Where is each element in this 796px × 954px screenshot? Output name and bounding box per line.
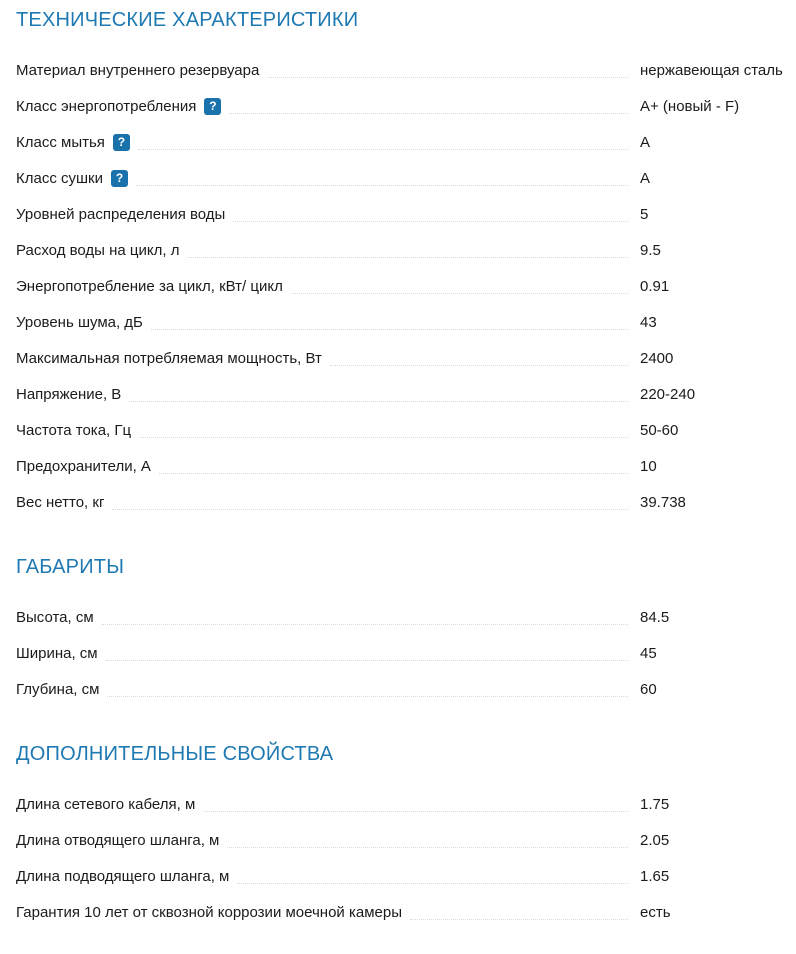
dotted-leader (107, 696, 628, 697)
dotted-leader (106, 660, 628, 661)
spec-value: 84.5 (640, 608, 670, 626)
help-icon[interactable]: ? (113, 134, 130, 151)
dotted-leader (233, 221, 628, 222)
spec-value: А (640, 169, 651, 187)
spec-label: Расход воды на цикл, л (16, 241, 180, 259)
spec-label: Гарантия 10 лет от сквозной коррозии моечной камеры (16, 903, 402, 921)
dotted-leader (187, 257, 628, 258)
spec-value: 9.5 (640, 241, 661, 259)
dotted-leader (136, 185, 628, 186)
spec-label: Класс мытья (16, 133, 105, 151)
dotted-leader (291, 293, 628, 294)
spec-value: 1.65 (640, 867, 670, 885)
spec-row (16, 376, 780, 412)
spec-row (16, 894, 780, 930)
section-title: ГАБАРИТЫ (16, 556, 125, 578)
section-title: ТЕХНИЧЕСКИЕ ХАРАКТЕРИСТИКИ (16, 9, 359, 31)
section-title: ДОПОЛНИТЕЛЬНЫЕ СВОЙСТВА (16, 743, 334, 765)
dotted-leader (330, 365, 628, 366)
spec-label: Энергопотребление за цикл, кВт/ цикл (16, 277, 283, 295)
spec-row (16, 52, 783, 88)
dotted-leader (159, 473, 628, 474)
spec-value: 50-60 (640, 421, 679, 439)
dotted-leader (203, 811, 628, 812)
spec-row (16, 858, 780, 894)
spec-value: А (640, 133, 651, 151)
spec-row (16, 412, 780, 448)
spec-value: 39.738 (640, 493, 686, 511)
spec-value: 1.75 (640, 795, 670, 813)
spec-label: Длина отводящего шланга, м (16, 831, 220, 849)
dotted-leader (227, 847, 628, 848)
spec-label: Напряжение, В (16, 385, 122, 403)
dotted-leader (112, 509, 628, 510)
spec-row (16, 268, 780, 304)
spec-row (16, 304, 780, 340)
spec-row (16, 196, 780, 232)
spec-value: 0.91 (640, 277, 670, 295)
dotted-leader (139, 437, 628, 438)
spec-label: Частота тока, Гц (16, 421, 132, 439)
spec-label: Высота, см (16, 608, 94, 626)
spec-label: Уровней распределения воды (16, 205, 226, 223)
spec-row (16, 124, 780, 160)
spec-label: Класс энергопотребления (16, 97, 197, 115)
dotted-leader (237, 883, 628, 884)
dotted-leader (102, 624, 628, 625)
spec-value: 2.05 (640, 831, 670, 849)
spec-value: 43 (640, 313, 657, 331)
spec-label: Максимальная потребляемая мощность, Вт (16, 349, 322, 367)
spec-row (16, 88, 780, 124)
dotted-leader (229, 113, 628, 114)
spec-value: 220-240 (640, 385, 696, 403)
spec-value: А+ (новый - F) (640, 97, 740, 115)
spec-row (16, 635, 780, 671)
spec-row (16, 599, 780, 635)
spec-row (16, 232, 780, 268)
dotted-leader (129, 401, 628, 402)
spec-value: 2400 (640, 349, 674, 367)
spec-row (16, 160, 780, 196)
spec-value: нержавеющая сталь (640, 61, 783, 79)
spec-row (16, 822, 780, 858)
spec-value: 10 (640, 457, 657, 475)
spec-row (16, 484, 780, 520)
spec-row (16, 448, 780, 484)
spec-section (16, 556, 780, 707)
spec-label: Вес нетто, кг (16, 493, 105, 511)
spec-section (16, 9, 783, 520)
spec-row (16, 340, 780, 376)
dotted-leader (138, 149, 628, 150)
spec-label: Ширина, см (16, 644, 98, 662)
spec-label: Глубина, см (16, 680, 100, 698)
dotted-leader (151, 329, 628, 330)
spec-value: 5 (640, 205, 649, 223)
spec-label: Предохранители, А (16, 457, 151, 475)
spec-value: 60 (640, 680, 657, 698)
spec-section (16, 743, 780, 930)
dotted-leader (410, 919, 628, 920)
spec-value: 45 (640, 644, 657, 662)
help-icon[interactable]: ? (111, 170, 128, 187)
spec-label: Длина сетевого кабеля, м (16, 795, 196, 813)
help-icon[interactable]: ? (204, 98, 221, 115)
spec-label: Класс сушки (16, 169, 103, 187)
spec-label: Длина подводящего шланга, м (16, 867, 230, 885)
spec-value: есть (640, 903, 671, 921)
spec-row (16, 671, 780, 707)
spec-row (16, 786, 780, 822)
spec-label: Материал внутреннего резервуара (16, 61, 260, 79)
dotted-leader (267, 77, 628, 78)
spec-label: Уровень шума, дБ (16, 313, 143, 331)
